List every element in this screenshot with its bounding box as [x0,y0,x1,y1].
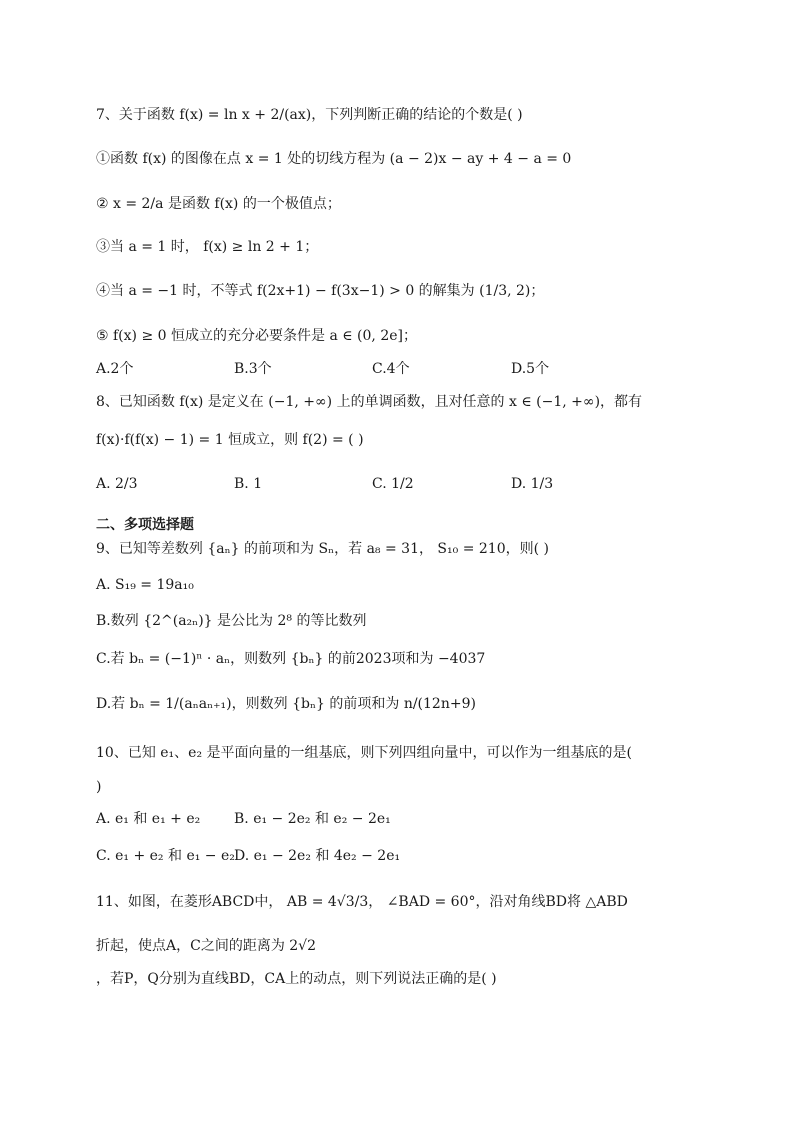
q7-statement-1: ①函数 f(x) 的图像在点 x = 1 处的切线方程为 (a − 2)x − ay + 4 − a = 0 [96,151,572,167]
q8-stem-line-1: 8、已知函数 f(x) 是定义在 (−1, +∞) 上的单调函数，且对任意的 x ∈ (−1, +∞)，都有 [96,394,643,410]
q10-stem-line-1: 10、已知 e₁、e₂ 是平面向量的一组基底，则下列四组向量中，可以作为一组基底的是( [96,745,632,761]
q10-option-c: C. e₁ + e₂ 和 e₁ − e₂ [96,848,235,864]
q10-option-d: D. e₁ − 2e₂ 和 4e₂ − 2e₁ [234,848,401,864]
section-heading-multiple-choice: 二、多项选择题 [96,517,194,533]
q7-option-a: A.2个 [96,361,134,377]
q9-option-d: D.若 bₙ = 1/(aₙaₙ₊₁)，则数列 {bₙ} 的前项和为 n/(12n+9) [96,696,476,712]
q10-option-b: B. e₁ − 2e₂ 和 e₂ − 2e₁ [234,811,391,827]
q8-option-a: A. 2/3 [96,476,138,492]
q7-statement-3: ③当 a = 1 时， f(x) ≥ ln 2 + 1； [96,239,319,255]
q10-stem-line-2: ) [96,779,102,795]
q8-stem-line-2: f(x)·f(f(x) − 1) = 1 恒成立，则 f(2) = ( ) [96,432,364,448]
q8-option-d: D. 1/3 [511,476,554,492]
q7-statement-5: ⑤ f(x) ≥ 0 恒成立的充分必要条件是 a ∈ (0, 2e]； [96,328,417,344]
q8-option-c: C. 1/2 [372,476,414,492]
q7-statement-2: ② x = 2/a 是函数 f(x) 的一个极值点； [96,196,341,212]
q9-option-a: A. S₁₉ = 19a₁₀ [96,577,194,593]
q8-option-b: B. 1 [234,476,263,492]
q7-stem: 7、关于函数 f(x) = ln x + 2/(ax)，下列判断正确的结论的个数是( ) [96,107,523,123]
q11-stem-line-3: ，若P，Q分别为直线BD，CA上的动点，则下列说法正确的是( ) [96,971,497,987]
q7-option-d: D.5个 [511,361,550,377]
q9-stem: 9、已知等差数列 {aₙ} 的前项和为 Sₙ，若 a₈ = 31， S₁₀ = 210，则( ) [96,541,549,557]
q11-stem-line-1: 11、如图，在菱形ABCD中， AB = 4√3/3， ∠BAD = 60°，沿对角线BD将 △ABD [96,894,628,910]
q10-option-a: A. e₁ 和 e₁ + e₂ [96,811,201,827]
q9-option-c: C.若 bₙ = (−1)ⁿ · aₙ，则数列 {bₙ} 的前2023项和为 −4037 [96,651,486,667]
q11-stem-line-2: 折起，使点A，C之间的距离为 2√2 [96,938,317,954]
q7-option-b: B.3个 [234,361,272,377]
q7-statement-4: ④当 a = −1 时，不等式 f(2x+1) − f(3x−1) > 0 的解集为 (1/3, 2)； [96,283,545,299]
q9-option-b: B.数列 {2^(a₂ₙ)} 是公比为 2⁸ 的等比数列 [96,613,367,629]
q7-option-c: C.4个 [372,361,410,377]
